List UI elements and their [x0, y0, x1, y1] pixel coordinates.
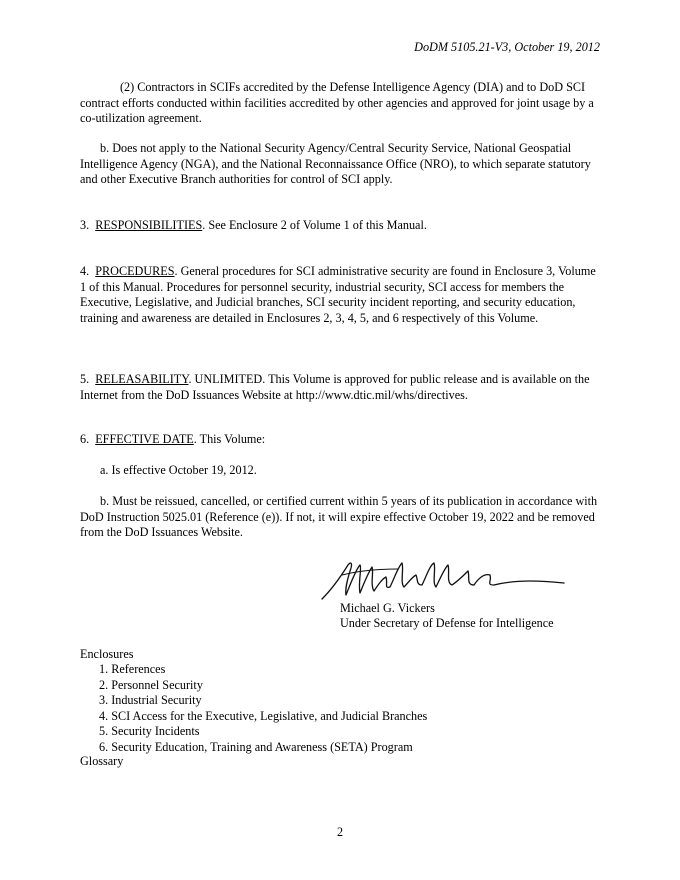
- list-item: 3. Industrial Security: [99, 693, 202, 707]
- effective-date-a: a. Is effective October 19, 2012.: [100, 463, 257, 477]
- section-text: . General procedures for SCI administrative security are found in Enclosure 3, Volume 1 of this Manual. Procedures for personnel security, industrial security, SCI access for members the Executive, Legislative, and Judicial branches, SCI security incident reporting, and security education, training and awareness are detailed in Enclosures 2, 3, 4, 5, and 6 respectively of this Volume.: [80, 264, 596, 325]
- document-header: DoDM 5105.21-V3, October 19, 2012: [414, 40, 600, 54]
- page-number: 2: [336, 825, 344, 839]
- section-text: . UNLIMITED. This Volume is approved for public release and is available on the Internet from the DoD Issuances Website at http://www.dtic.mil/whs/directives.: [80, 372, 590, 402]
- section-effective-date: [80, 432, 602, 448]
- list-item: 2. Personnel Security: [99, 677, 203, 692]
- section-responsibilities: [80, 218, 602, 234]
- section-number: 4.: [80, 264, 90, 278]
- effective-date-b: b. Must be reissued, cancelled, or certified current within 5 years of its publication in accordance with DoD Instruction 5025.01 (Reference (e)). If not, it will expire effective October 19, 2022 and be removed from the DoD Issuances Website.: [80, 494, 598, 539]
- list-item: 5. Security Incidents: [99, 724, 200, 738]
- paragraph-exclusions: b. Does not apply to the National Security Agency/Central Security Service, National Geospatial Intelligence Agency (NGA), and the National Reconnaissance Office (NRO), to which separate statutory and other Executive Branch authorities for control of SCI apply.: [80, 141, 591, 186]
- list-item: 4. SCI Access for the Executive, Legislative, and Judicial Branches: [99, 708, 428, 723]
- section-title: RELEASABILITY: [95, 372, 189, 386]
- section-procedures: [80, 264, 602, 326]
- section-number: 5.: [80, 372, 90, 386]
- section-title: PROCEDURES: [95, 264, 175, 278]
- signatory-title: Under Secretary of Defense for Intelligence: [340, 616, 554, 630]
- section-number: 6.: [80, 432, 90, 446]
- signature-image: [318, 555, 566, 605]
- enclosures-heading: Enclosures: [80, 647, 134, 661]
- section-title: RESPONSIBILITIES: [95, 218, 203, 232]
- signatory-name: Michael G. Vickers: [340, 601, 435, 615]
- section-text: . See Enclosure 2 of Volume 1 of this Manual.: [202, 218, 427, 232]
- paragraph-contractors: (2) Contractors in SCIFs accredited by the Defense Intelligence Agency (DIA) and to DoD SCI contract efforts conducted within facilities accredited by other agencies and approved for joint usage by a co-utilization agreement.: [80, 80, 594, 125]
- section-number: 3.: [80, 218, 90, 232]
- section-releasability: [80, 372, 602, 403]
- enclosures-list: [99, 662, 427, 755]
- section-text: . This Volume:: [193, 432, 266, 446]
- list-item: 1. References: [99, 662, 166, 676]
- section-title: EFFECTIVE DATE: [95, 432, 194, 446]
- list-item: 6. Security Education, Training and Awareness (SETA) Program: [99, 739, 413, 754]
- glossary-label: Glossary: [80, 754, 124, 768]
